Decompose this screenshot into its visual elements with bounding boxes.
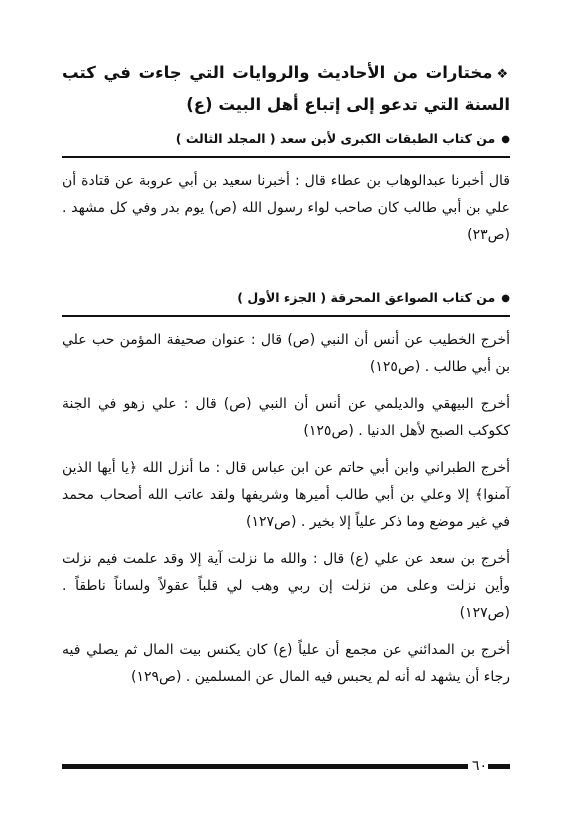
page-footer [62,758,510,778]
dot-bullet-icon: ● [501,134,510,145]
paragraph: أخرج الخطيب عن أنس أن النبي (ص) قال : عنوان صحيفة المؤمن حب علي بن أبي طالب . (ص١٢٥) [62,332,510,375]
section-sawaiq [62,287,510,691]
page-title [62,58,510,120]
section-heading-text: من كتاب الصواعق المحرقة ( الجزء الأول ) [237,290,496,305]
paragraph: أخرج بن سعد عن علي (ع) قال : والله ما نزلت آية إلا وقد علمت فيم نزلت وأين نزلت وعلى من نزلت إن ربي وهب لي قلباً عقولاً ولساناً ناطقاً . (ص١٢٧) [62,551,510,621]
page-content [62,58,510,701]
footer-rule [62,764,468,769]
title-text: مختارات من الأحاديث والروايات التي جاءت في كتب السنة التي تدعو إلى إتباع أهل البيت (ع) [62,63,510,114]
section-heading [62,128,510,153]
paragraph: أخرج بن المدائني عن مجمع أن علياً (ع) كان يكنس بيت المال ثم يصلي فيه رجاء أن يشهد له أنه لم يحبس فيه المال عن المسلمين . (ص١٢٩) [62,642,510,685]
section-divider [62,315,510,317]
footer-rule-short [488,764,510,769]
paragraph: أخرج الطبراني وابن أبي حاتم عن ابن عباس قال : ما أنزل الله ﴿يا أيها الذين آمنوا﴾ إلا وعلي بن أبي طالب أميرها وشريفها ولقد عاتب الله أصحاب محمد في غير موضع وما ذكر علياً إلا بخير . (ص١٢٧) [62,460,510,530]
paragraph: قال أخبرنا عبدالوهاب بن عطاء قال : أخبرنا سعيد بن أبي عروبة عن قتادة أن علي بن أبي طالب كان صاحب لواء رسول الله (ص) يوم بدر وفي كل مشهد . (ص٢٣) [62,173,510,243]
section-tabaqat [62,128,510,249]
section-heading-text: من كتاب الطبقات الكبرى لأبن سعد ( المجلد الثالث ) [175,131,496,146]
page-number: ٦٠ [472,758,488,774]
section-divider [62,156,510,158]
paragraph: أخرج البيهقي والديلمي عن أنس أن النبي (ص) قال : علي زهو في الجنة ككوكب الصبح لأهل الدنيا . (ص١٢٥) [62,396,510,439]
section-heading [62,287,510,312]
diamond-bullet-icon: ❖ [496,67,511,82]
dot-bullet-icon: ● [501,293,510,304]
